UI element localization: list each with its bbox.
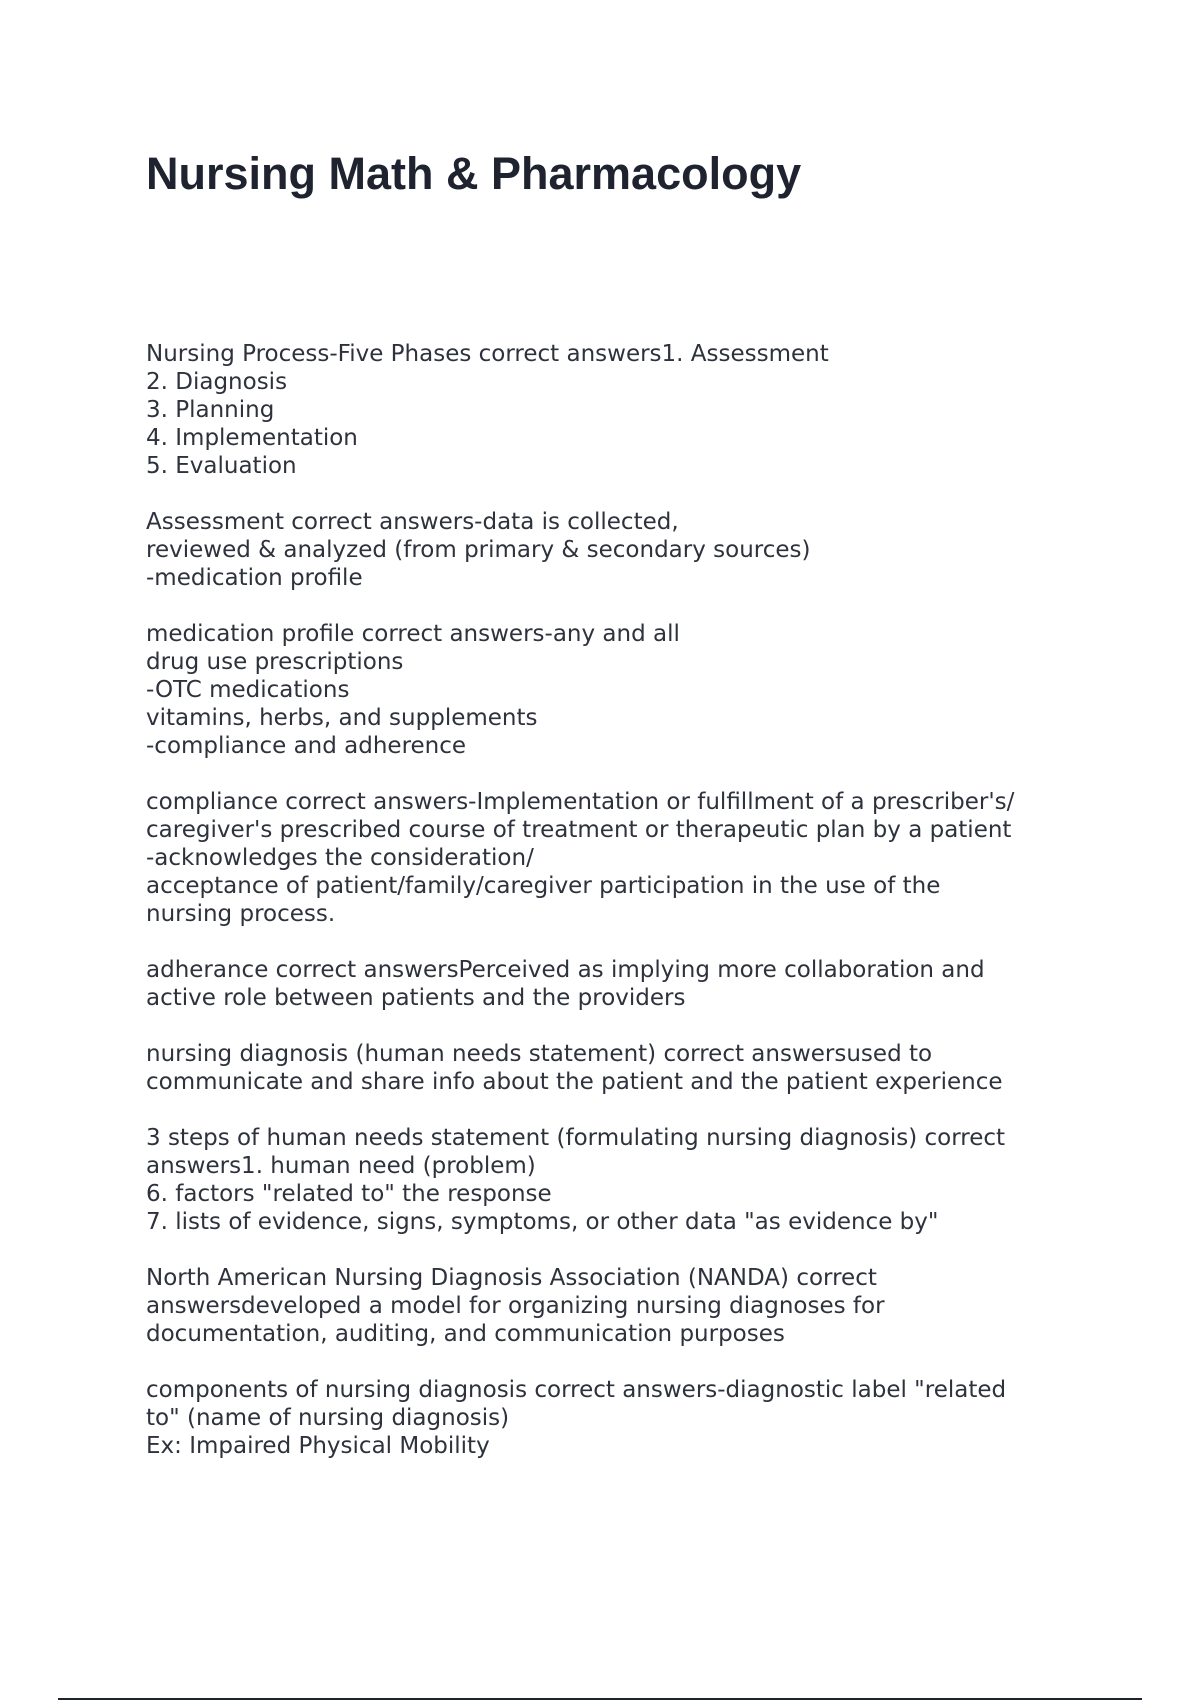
section-medication-profile xyxy=(146,620,1076,760)
section-assessment xyxy=(146,508,1076,592)
text-line: -OTC medications xyxy=(146,677,350,703)
text-line: 4. Implementation xyxy=(146,425,358,451)
section-nursing-diagnosis xyxy=(146,1040,1076,1096)
text-line: nursing diagnosis (human needs statement) correct answersused to xyxy=(146,1041,933,1067)
text-line: reviewed & analyzed (from primary & secondary sources) xyxy=(146,537,811,563)
section-adherance xyxy=(146,956,1076,1012)
text-line: documentation, auditing, and communication purposes xyxy=(146,1321,785,1347)
text-line: -medication profile xyxy=(146,565,363,591)
text-line: adherance correct answersPerceived as implying more collaboration and xyxy=(146,957,985,983)
text-line: Assessment correct answers-data is collected, xyxy=(146,509,679,535)
text-line: 6. factors "related to" the response xyxy=(146,1181,552,1207)
section-components xyxy=(146,1376,1076,1460)
text-line: Nursing Process-Five Phases correct answers1. Assessment xyxy=(146,341,829,367)
text-line: vitamins, herbs, and supplements xyxy=(146,705,538,731)
text-line: Ex: Impaired Physical Mobility xyxy=(146,1433,490,1459)
document-title: Nursing Math & Pharmacology xyxy=(146,148,802,199)
text-line: active role between patients and the providers xyxy=(146,985,686,1011)
section-nanda xyxy=(146,1264,1076,1348)
text-line: 7. lists of evidence, signs, symptoms, or other data "as evidence by" xyxy=(146,1209,939,1235)
text-line: to" (name of nursing diagnosis) xyxy=(146,1405,510,1431)
document-body xyxy=(146,340,1076,1488)
text-line: 2. Diagnosis xyxy=(146,369,288,395)
section-compliance xyxy=(146,788,1076,928)
text-line: answers1. human need (problem) xyxy=(146,1153,536,1179)
text-line: answersdeveloped a model for organizing nursing diagnoses for xyxy=(146,1293,885,1319)
text-line: 3 steps of human needs statement (formulating nursing diagnosis) correct xyxy=(146,1125,1006,1151)
text-line: drug use prescriptions xyxy=(146,649,404,675)
text-line: North American Nursing Diagnosis Association (NANDA) correct xyxy=(146,1265,877,1291)
text-line: -acknowledges the consideration/ xyxy=(146,845,534,871)
text-line: acceptance of patient/family/caregiver participation in the use of the xyxy=(146,873,941,899)
text-line: communicate and share info about the patient and the patient experience xyxy=(146,1069,1003,1095)
text-line: 3. Planning xyxy=(146,397,275,423)
text-line: medication profile correct answers-any and all xyxy=(146,621,680,647)
section-human-needs-steps xyxy=(146,1124,1076,1236)
text-line: caregiver's prescribed course of treatment or therapeutic plan by a patient xyxy=(146,817,1012,843)
section-nursing-process xyxy=(146,340,1076,480)
text-line: nursing process. xyxy=(146,901,336,927)
text-line: components of nursing diagnosis correct answers-diagnostic label "related xyxy=(146,1377,1007,1403)
text-line: compliance correct answers-Implementation or fulfillment of a prescriber's/ xyxy=(146,789,1015,815)
text-line: 5. Evaluation xyxy=(146,453,297,479)
text-line: -compliance and adherence xyxy=(146,733,467,759)
